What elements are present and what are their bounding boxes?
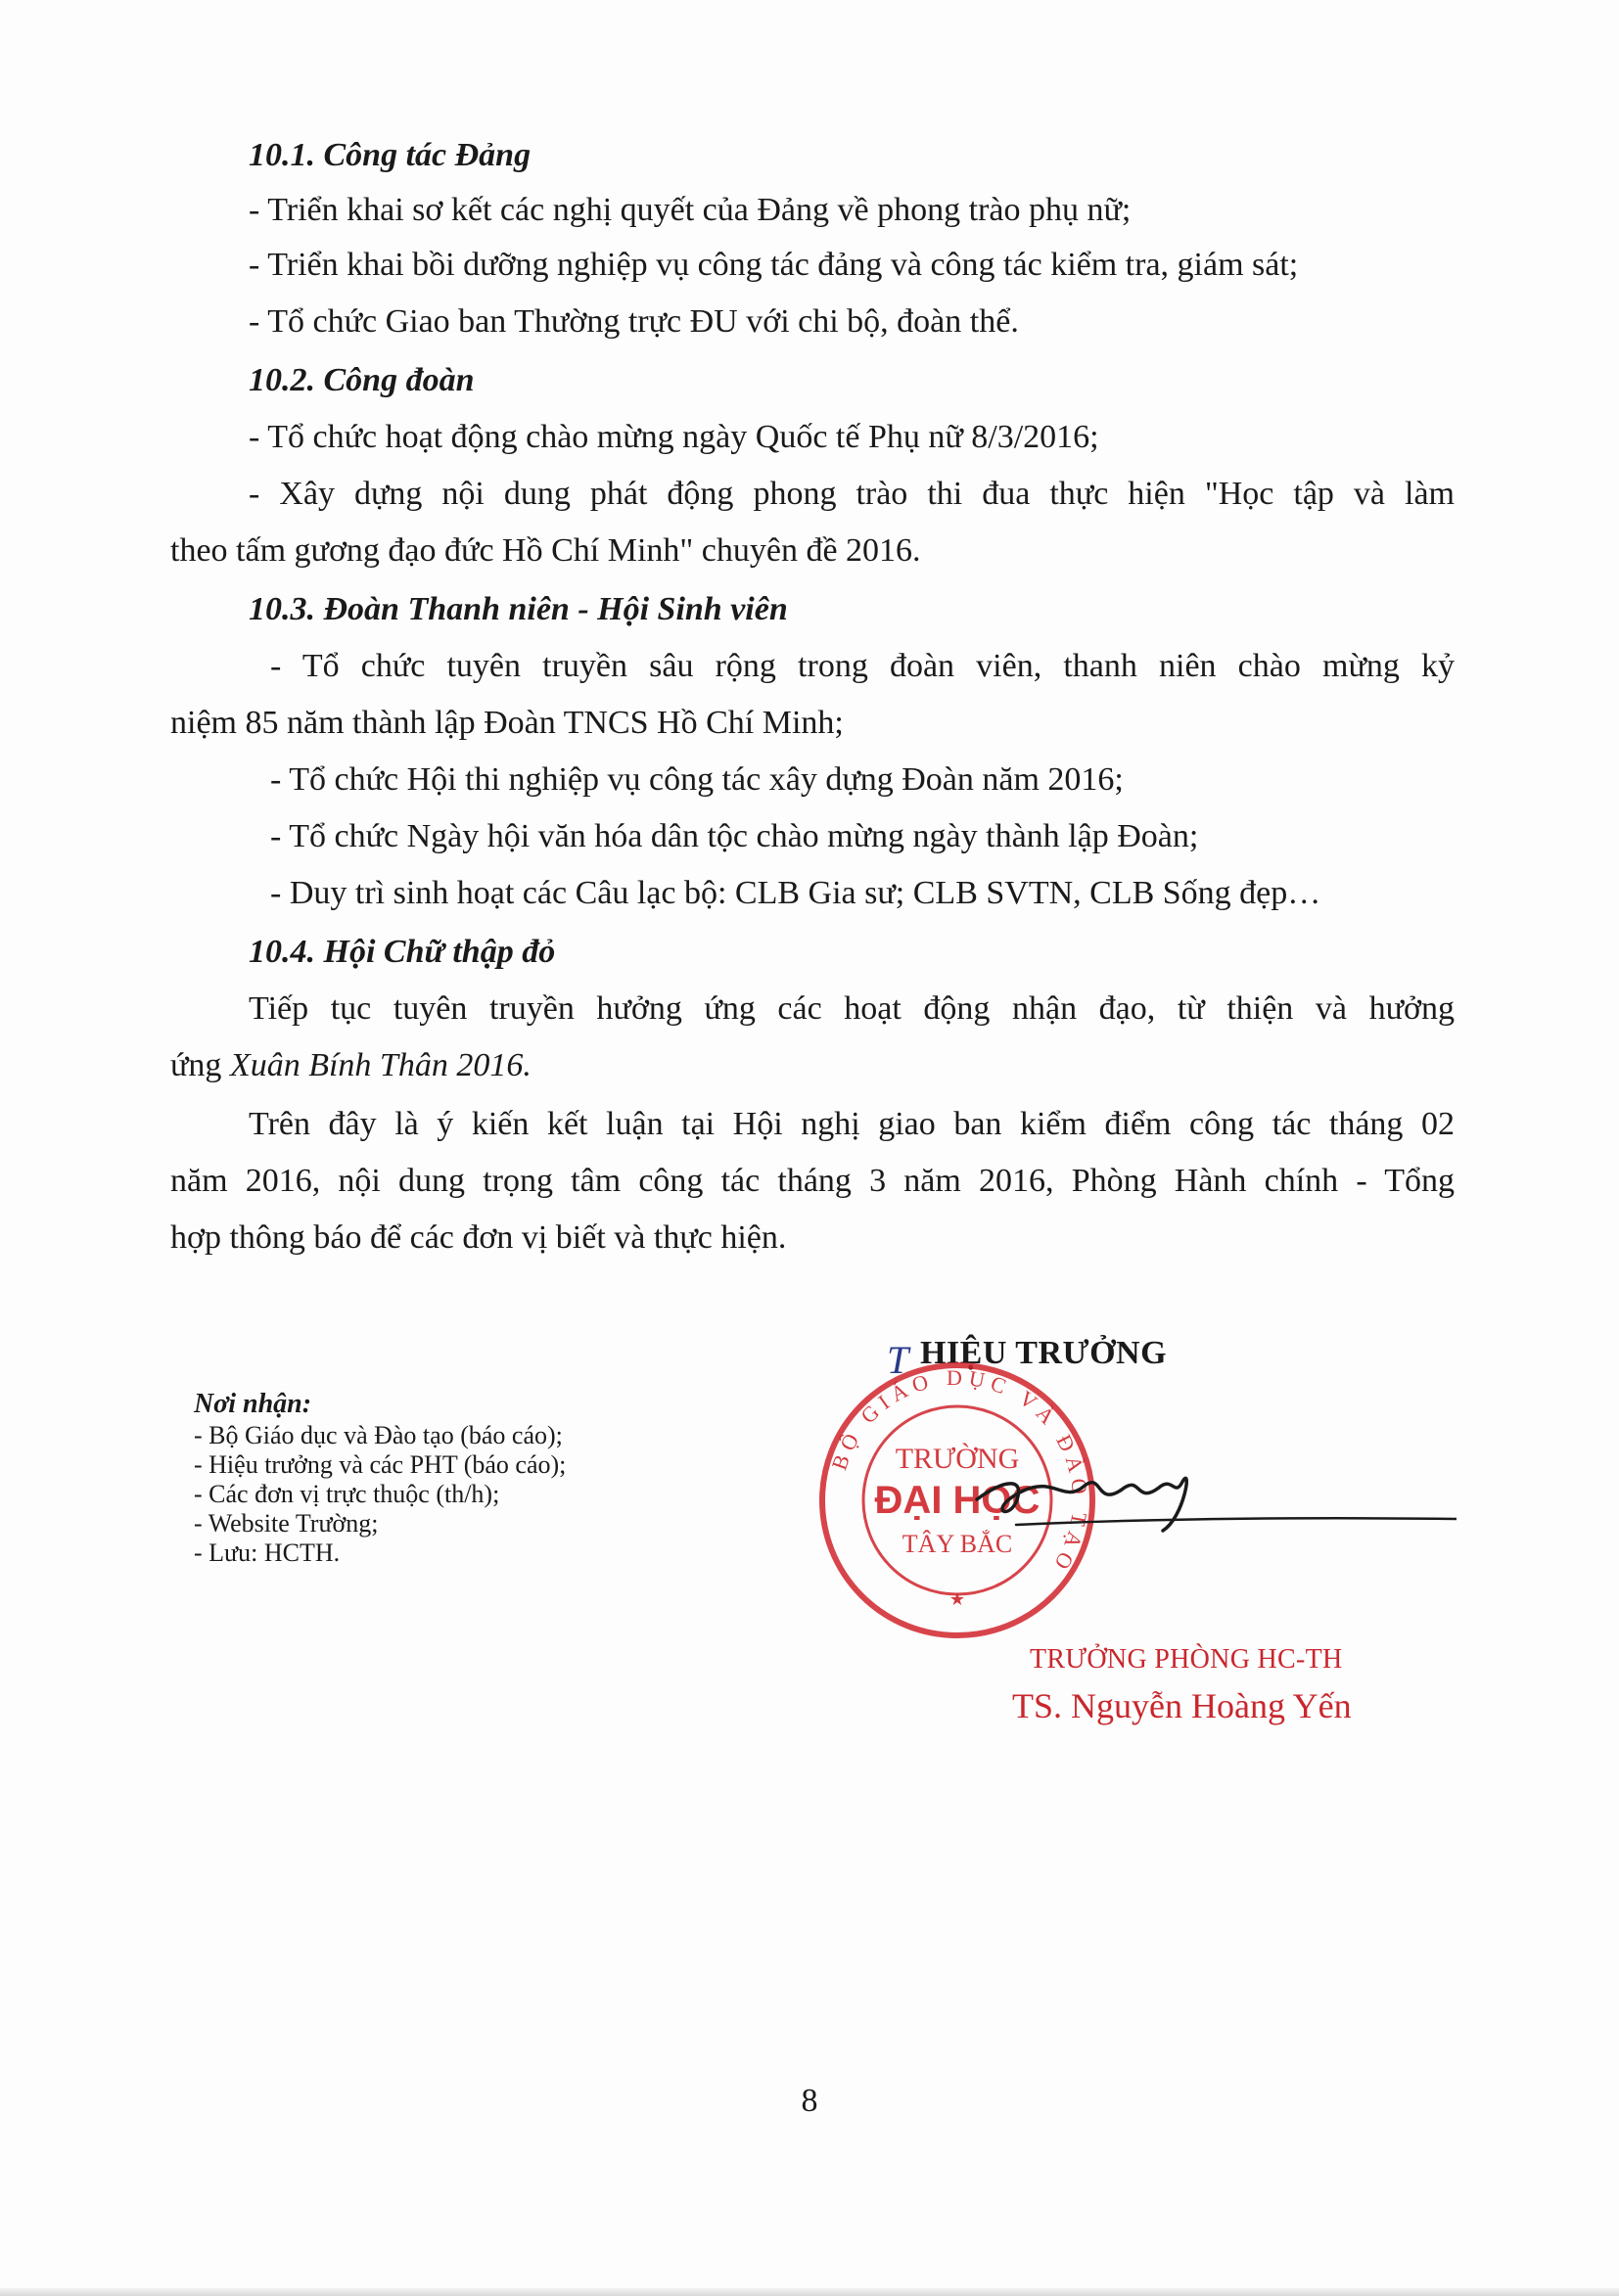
section-line: - Tổ chức Giao ban Thường trực ĐU với chi bộ, đoàn thể. (249, 303, 1019, 340)
recipients-block (194, 1390, 566, 1568)
signature-sub-title: TRƯỞNG PHÒNG HC-TH (1030, 1644, 1343, 1675)
stamp-line-3: TÂY BẮC (902, 1530, 1013, 1558)
page-bottom-edge (0, 2288, 1619, 2296)
section-line: theo tấm gương đạo đức Hồ Chí Minh" chuyên đề 2016. (170, 532, 921, 569)
recipient-item: - Bộ Giáo dục và Đào tạo (báo cáo); (194, 1421, 563, 1449)
conclusion-line: hợp thông báo để các đơn vị biết và thực hiện. (170, 1219, 787, 1256)
section-line: - Tổ chức hoạt động chào mừng ngày Quốc tế Phụ nữ 8/3/2016; (249, 419, 1099, 455)
signer-name: TS. Nguyễn Hoàng Yến (1012, 1686, 1352, 1725)
section-line: niệm 85 năm thành lập Đoàn TNCS Hồ Chí Minh; (170, 705, 844, 741)
section-line: - Tổ chức tuyên truyền sâu rộng trong đoàn viên, thanh niên chào mừng kỷ (270, 648, 1455, 684)
conclusion-line: Trên đây là ý kiến kết luận tại Hội nghị giao ban kiểm điểm công tác tháng 02 (249, 1106, 1455, 1142)
stamp-line-2: ĐẠI HỌC (874, 1479, 1041, 1522)
section-line: Tiếp tục tuyên truyền hưởng ứng các hoạt động nhận đạo, từ thiện và hưởng (249, 990, 1455, 1027)
signature-title: HIỆU TRƯỞNG (920, 1335, 1168, 1371)
conclusion-line: năm 2016, nội dung trọng tâm công tác tháng 3 năm 2016, Phòng Hành chính - Tổng (170, 1163, 1455, 1199)
section-heading-union: 10.2. Công đoàn (249, 362, 475, 398)
section-line: - Duy trì sinh hoạt các Câu lạc bộ: CLB Gia sư; CLB SVTN, CLB Sống đẹp… (270, 875, 1321, 911)
handwritten-signature (869, 1439, 1457, 1556)
section-line: - Xây dựng nội dung phát động phong trào thi đua thực hiện "Học tập và làm (249, 476, 1455, 512)
page-number: 8 (801, 2083, 818, 2119)
stamp-line-1: TRƯỜNG (895, 1443, 1020, 1475)
section-heading-party: 10.1. Công tác Đảng (249, 137, 532, 173)
recipient-item: - Các đơn vị trực thuộc (th/h); (194, 1480, 500, 1508)
section-line: - Triển khai bồi dưỡng nghiệp vụ công tác đảng và công tác kiểm tra, giám sát; (249, 247, 1299, 283)
recipient-item: - Lưu: HCTH. (194, 1538, 341, 1567)
event-name: Xuân Bính Thân 2016. (229, 1047, 532, 1083)
section-line: - Triển khai sơ kết các nghị quyết của Đảng về phong trào phụ nữ; (249, 192, 1132, 228)
section-heading-red-cross: 10.4. Hội Chữ thập đỏ (249, 934, 556, 970)
stamp-star-icon: ★ (948, 1589, 966, 1609)
signature-prefix: T (887, 1338, 909, 1382)
section-heading-youth-union: 10.3. Đoàn Thanh niên - Hội Sinh viên (249, 591, 788, 627)
section-line-start: ứng (170, 1047, 222, 1083)
recipients-title: Nơi nhận: (194, 1389, 312, 1419)
section-line: - Tổ chức Ngày hội văn hóa dân tộc chào mừng ngày thành lập Đoàn; (270, 818, 1199, 854)
section-line: - Tổ chức Hội thi nghiệp vụ công tác xây dựng Đoàn năm 2016; (270, 761, 1124, 798)
section-line (170, 1043, 532, 1088)
recipient-item: - Website Trường; (194, 1509, 379, 1538)
stamp-outer-text: BỘ GIÁO DỤC VÀ ĐÀO TẠO (826, 1364, 1093, 1580)
recipient-item: - Hiệu trưởng và các PHT (báo cáo); (194, 1450, 567, 1479)
